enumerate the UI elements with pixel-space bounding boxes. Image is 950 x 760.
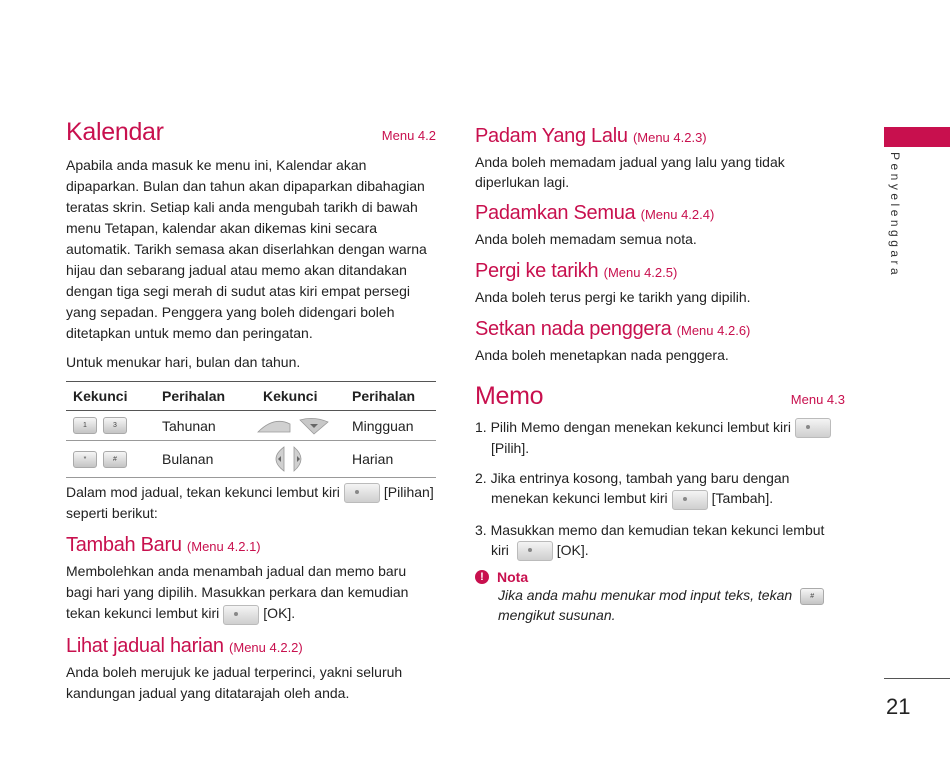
pergi-body: Anda boleh terus pergi ke tarikh yang dipilih.	[475, 289, 751, 305]
lihat-menu-ref: (Menu 4.2.2)	[229, 639, 303, 655]
warning-icon: !	[475, 570, 489, 584]
pergi-title: Pergi ke tarikh	[475, 260, 599, 282]
key-1-icon: 1	[73, 417, 97, 434]
nota-title: Nota	[497, 568, 529, 585]
page-number: 21	[886, 694, 911, 719]
step-key-label: [Pilih].	[491, 440, 530, 457]
kalendar-menu-ref: Menu 4.2	[381, 128, 436, 143]
setkan-title: Setkan nada penggera	[475, 318, 672, 340]
padamkan-body: Anda boleh memadam semua nota.	[475, 231, 697, 247]
pergi-menu-ref: (Menu 4.2.5)	[603, 265, 678, 280]
desc-cell: Mingguan	[345, 411, 436, 441]
section-label: Penyelenggara	[888, 152, 902, 279]
memo-steps	[475, 417, 845, 561]
table-header: Perihalan	[345, 382, 436, 411]
padam-title: Padam Yang Lalu	[475, 125, 628, 147]
left-soft-key-icon	[223, 605, 259, 625]
table-row	[66, 411, 436, 441]
lihat-body: Anda boleh merujuk ke jadual terperinci, yakni seluruh kandungan jadual yang ditatarajah oleh anda.	[66, 663, 403, 701]
list-item	[475, 520, 845, 561]
tambah-heading	[66, 534, 436, 557]
step-text: 1. Pilih Memo dengan menekan kekunci lembut kiri	[475, 419, 791, 435]
nota-body	[475, 585, 845, 625]
key-cell	[256, 411, 345, 441]
tambah-body	[66, 561, 436, 624]
pergi-heading	[475, 260, 845, 283]
memo-title: Memo	[475, 382, 544, 410]
left-soft-key-icon	[517, 541, 553, 561]
nota-text-a: Jika anda mahu menukar mod input teks, tekan	[498, 586, 793, 603]
tambah-menu-ref: (Menu 4.2.1)	[186, 539, 261, 555]
section-tab	[884, 127, 950, 147]
table-row	[66, 441, 436, 478]
left-soft-key-icon	[344, 483, 380, 503]
desc-cell: Harian	[345, 441, 436, 478]
desc-cell: Tahunan	[155, 411, 256, 441]
nav-left-right-icon	[266, 445, 310, 473]
tambah-body-b: [OK].	[263, 605, 296, 622]
key-cell	[66, 411, 155, 441]
step-text: 3. Masukkan memo dan kemudian tekan kekunci lembut kiri	[475, 521, 825, 558]
kalendar-heading	[66, 118, 436, 147]
table-header: Perihalan	[155, 382, 256, 411]
setkan-body: Anda boleh menetapkan nada penggera.	[475, 347, 729, 363]
padam-menu-ref: (Menu 4.2.3)	[632, 130, 707, 145]
schedule-mode-text-a: Dalam mod jadual, tekan kekunci lembut kiri	[66, 484, 340, 500]
setkan-heading	[475, 318, 845, 341]
page-divider	[884, 678, 950, 679]
key-star-icon: *	[73, 451, 97, 468]
kalendar-body: Apabila anda masuk ke menu ini, Kalendar akan dipaparkan. Bulan dan tahun akan dipaparkan dibahagian teratas skrin. Setiap kali anda mengubah tarikh di bawah menu Tetapan, kalendar akan dikemas kini secara automatik. Tarikh semasa akan diserlahkan dengan warna hijau dan sebarang jadual atau memo akan ditandakan dengan tiga segi merah di sudut atas kiri empat persegi yang sepadan. Penggera yang boleh didengari boleh ditetapkan untuk memo dan peringatan.	[66, 157, 427, 341]
desc-cell: Bulanan	[155, 441, 256, 478]
right-column	[475, 125, 845, 625]
nota-heading	[475, 569, 845, 585]
hash-key-icon: #	[800, 588, 824, 605]
key-3-icon: 3	[103, 417, 127, 434]
table-intro: Untuk menukar hari, bulan dan tahun.	[66, 354, 301, 370]
setkan-menu-ref: (Menu 4.2.6)	[676, 323, 751, 338]
key-hash-icon: #	[103, 451, 127, 468]
left-soft-key-icon	[795, 418, 831, 438]
schedule-mode-text	[66, 482, 436, 524]
step-key-label: [OK].	[556, 541, 589, 558]
padamkan-menu-ref: (Menu 4.2.4)	[640, 207, 715, 222]
key-cell	[66, 441, 155, 478]
key-cell	[256, 441, 345, 478]
padam-heading	[475, 125, 845, 148]
kalendar-title: Kalendar	[66, 118, 164, 146]
list-item	[475, 468, 845, 509]
lihat-title: Lihat jadual harian	[66, 634, 224, 657]
lihat-heading	[66, 635, 436, 658]
left-column	[66, 118, 436, 704]
list-item	[475, 417, 845, 458]
nota-text-b: mengikut susunan.	[498, 606, 616, 623]
memo-menu-ref: Menu 4.3	[790, 392, 845, 407]
schedule-mode-text-b: [Pilihan]	[383, 484, 434, 500]
schedule-mode-text-c: seperti berikut:	[66, 505, 158, 522]
padamkan-heading	[475, 202, 845, 225]
table-header: Kekunci	[66, 382, 155, 411]
memo-heading	[475, 382, 845, 411]
table-header: Kekunci	[256, 382, 345, 411]
left-soft-key-icon	[672, 490, 708, 510]
tambah-body-a: Membolehkan anda menambah jadual dan memo baru bagi hari yang dipilih. Masukkan perkara dan kemudian tekan kekunci lembut kiri	[66, 563, 409, 622]
step-text: 2. Jika entrinya kosong, tambah yang baru dengan menekan kekunci lembut kiri	[475, 470, 790, 507]
key-table	[66, 381, 436, 478]
nav-up-down-icon	[256, 416, 336, 436]
step-key-label: [Tambah].	[711, 490, 774, 507]
tambah-title: Tambah Baru	[66, 534, 182, 557]
padamkan-title: Padamkan Semua	[475, 202, 636, 224]
padam-body: Anda boleh memadam jadual yang lalu yang tidak diperlukan lagi.	[475, 154, 785, 190]
